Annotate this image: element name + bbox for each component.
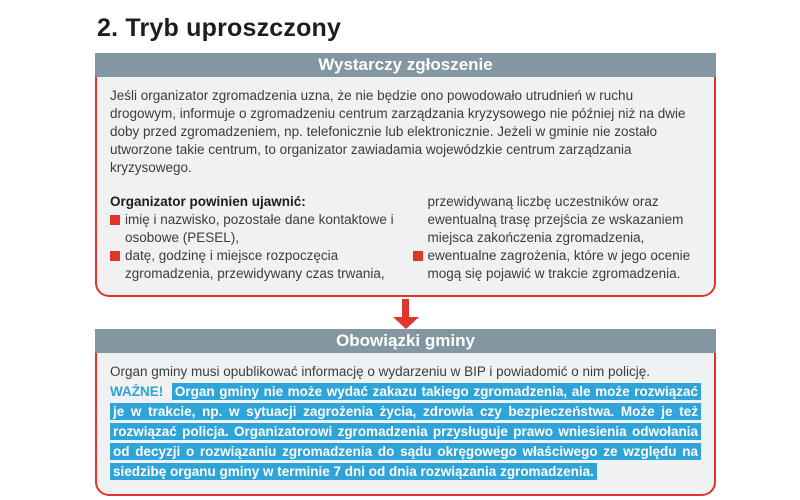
- list-item-text: ewentualne zagrożenia, które w jego ocenie mogą się pojawić w trakcie zgromadzenia.: [427, 247, 691, 281]
- duties-first-line: Organ gminy musi opublikować informację o wydarzeniu w BIP i powiadomić o nim policję.: [110, 363, 650, 379]
- intro-paragraph: Jeśli organizator zgromadzenia uzna, że nie będzie ono powodowało utrudnień w ruchu drogowym, informuje o zgromadzeniu centrum zarządzania kryzysowego nie później niż na dwie doby przed zgromadzeniem, np. telefonicznie lub elektronicznie. Jeżeli w gminie nie zostało utworzone takie centrum, to organizator zawiadamia wojewódzkie centrum zarządzania kryzysowego.: [110, 88, 686, 175]
- requirements-columns: [110, 193, 701, 283]
- section-municipality-duties-header: [95, 329, 716, 353]
- important-paragraph: [110, 382, 701, 481]
- requirements-right-column: [413, 193, 702, 283]
- section-notification: [95, 53, 716, 297]
- list-item: [110, 247, 399, 283]
- down-arrow-stem: [402, 299, 409, 317]
- section-municipality-duties: [95, 329, 716, 496]
- down-arrow-icon: [393, 299, 419, 329]
- list-item: [413, 247, 702, 283]
- list-item-text: imię i nazwisko, pozostałe dane kontaktowe i osobowe (PESEL),: [125, 211, 394, 245]
- section-notification-body: [95, 77, 716, 297]
- red-square-bullet-icon: [110, 251, 120, 261]
- list-item-continuation: przewidywaną liczbę uczestników oraz ewentualną trasę przejścia ze wskazaniem miejsca zakończenia zgromadzenia,: [427, 193, 684, 245]
- section-notification-header-label: Wystarczy zgłoszenie: [318, 55, 493, 74]
- red-square-bullet-icon: [413, 251, 423, 261]
- list-item-text: datę, godzinę i miejsce rozpoczęcia zgromadzenia, przewidywany czas trwania,: [125, 247, 385, 281]
- section-notification-header: [95, 53, 716, 77]
- requirements-left-column: [110, 193, 399, 283]
- page-title: 2. Tryb uproszczony: [97, 14, 342, 42]
- important-label: WAŻNE!: [110, 384, 164, 400]
- section-municipality-duties-header-label: Obowiązki gminy: [336, 330, 475, 350]
- requirements-list-heading: Organizator powinien ujawnić:: [110, 193, 306, 209]
- list-item: [110, 211, 399, 247]
- down-arrow-head: [393, 317, 419, 329]
- section-municipality-duties-body: [95, 353, 716, 496]
- highlighted-text: Organ gminy nie może wydać zakazu takiego zgromadzenia, ale może rozwiązać je w trakcie, np. w sytuacji zagrożenia życia, zdrowia czy bezpieczeństwa. Może je też rozwiązać policja. Organizatorowi zgromadzenia przysługuje prawo wniesienia odwołania od decyzji o rozwiązaniu zgromadzenia do sądu okręgowego właściwego ze względu na siedzibę organu gminy w terminie 7 dni od dnia rozwiązania zgromadzenia.: [110, 383, 701, 479]
- red-square-bullet-icon: [110, 215, 120, 225]
